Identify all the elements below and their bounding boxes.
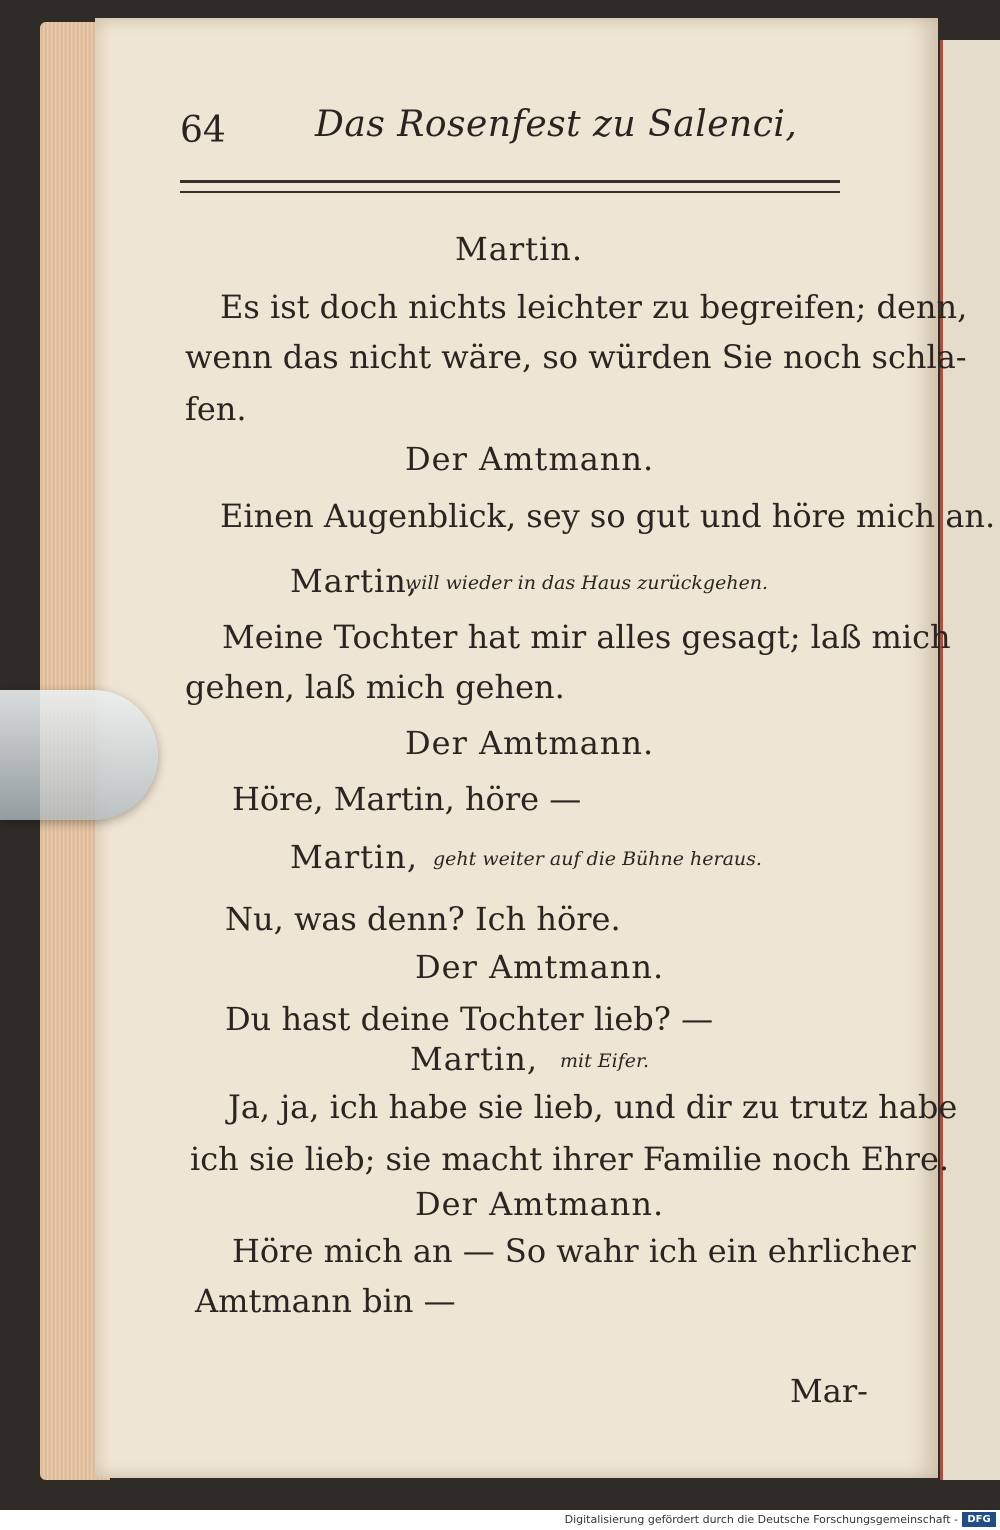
running-title: Das Rosenfest zu Salenci, <box>315 104 798 145</box>
speaker-name: Martin, <box>290 562 419 600</box>
page-number: 64 <box>180 110 226 151</box>
text-line: gehen, laß mich gehen. <box>185 668 565 706</box>
header-rule <box>180 180 840 193</box>
facing-page <box>940 40 1000 1480</box>
text-line: Höre mich an — So wahr ich ein ehrlicher <box>232 1232 916 1270</box>
text-line: fen. <box>185 390 247 428</box>
speaker-name: Der Amtmann. <box>405 724 655 762</box>
dfg-logo: DFG <box>962 1512 996 1527</box>
catchword: Mar- <box>790 1372 868 1410</box>
stage-direction: mit Eifer. <box>560 1050 650 1072</box>
stage-direction: will wieder in das Haus zurückgehen. <box>405 572 769 594</box>
glass-slide-holder <box>0 690 158 820</box>
footer-credit: Digitalisierung gefördert durch die Deutsche Forschungsgemeinschaft - <box>564 1513 958 1526</box>
speaker-name: Martin. <box>455 230 584 268</box>
speaker-name: Der Amtmann. <box>415 1185 665 1223</box>
page-header <box>180 100 840 160</box>
speaker-name: Der Amtmann. <box>415 948 665 986</box>
speaker-name: Der Amtmann. <box>405 440 655 478</box>
stage-direction: geht weiter auf die Bühne heraus. <box>433 848 762 870</box>
speaker-name: Martin, <box>290 838 419 876</box>
speaker-name: Martin, <box>410 1040 539 1078</box>
text-line: Ja, ja, ich habe sie lieb, und dir zu trutz habe <box>228 1088 958 1126</box>
text-line: Nu, was denn? Ich höre. <box>225 900 621 938</box>
text-line: Höre, Martin, höre — <box>232 780 582 818</box>
text-line: wenn das nicht wäre, so würden Sie noch schla- <box>185 338 967 376</box>
text-line: Amtmann bin — <box>195 1282 456 1320</box>
text-line: Einen Augenblick, sey so gut und höre mich an. <box>220 497 996 535</box>
text-line: Es ist doch nichts leichter zu begreifen; denn, <box>220 288 968 326</box>
text-line: Meine Tochter hat mir alles gesagt; laß mich <box>222 618 951 656</box>
scan-footer <box>0 1510 1000 1530</box>
text-line: ich sie lieb; sie macht ihrer Familie noch Ehre. <box>190 1140 950 1178</box>
text-line: Du hast deine Tochter lieb? — <box>225 1000 714 1038</box>
